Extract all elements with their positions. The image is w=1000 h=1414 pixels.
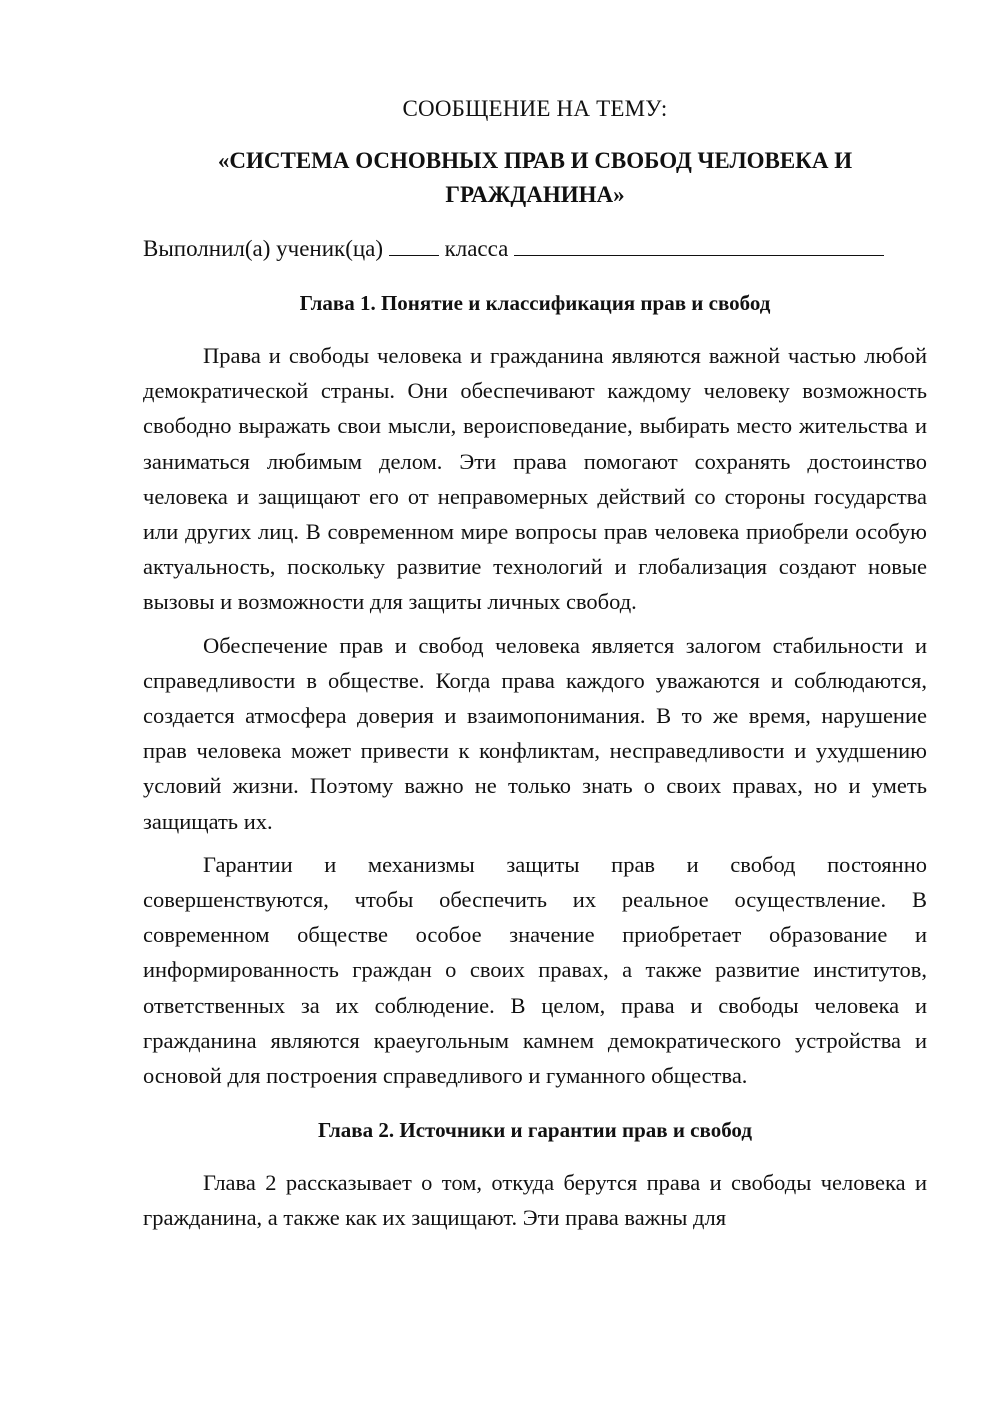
class-blank-line — [389, 233, 439, 256]
name-blank-line — [514, 233, 884, 256]
chapter-2-paragraph: Глава 2 рассказывает о том, откуда берутся права и свободы человека и гражданина, а также как их защищают. Эти права важны для — [143, 1170, 927, 1231]
chapter-1-paragraph: Гарантии и механизмы защиты прав и свобод постоянно совершенствуются, чтобы обеспечить их реальное осуществление. В современном обществе особое значение приобретает образование и информированность граждан о своих правах, а также развитие институтов, ответственных за их соблюдение. В целом, права и свободы человека и гражданина являются краеугольным камнем демократического устройства и основой для построения справедливого и гуманного общества. — [143, 851, 927, 1089]
chapter-1-title: Глава 1. Понятие и классификация прав и свобод — [299, 291, 771, 315]
document-title: «СИСТЕМА ОСНОВНЫХ ПРАВ И СВОБОД ЧЕЛОВЕКА И ГРАЖДАНИНА» — [217, 148, 853, 207]
chapter-1-paragraph: Права и свободы человека и гражданина являются важной частью любой демократической страны. Они обеспечивают каждому человеку возможность свободно выражать свои мысли, вероисповедание, выбирать место жительства и заниматься любимым делом. Эти права помогают сохранять достоинство человека и защищают его от неправомерных действий со стороны государства или других лиц. В современном мире вопросы прав человека приобрели особую актуальность, поскольку развитие технологий и глобализация создают новые вызовы и возможности для защиты личных свобод. — [143, 343, 927, 615]
chapter-1-paragraph: Обеспечение прав и свобод человека является залогом стабильности и справедливости в обществе. Когда права каждого уважаются и соблюдаются, создается атмосфера доверия и взаимопонимания. В то же время, нарушение прав человека может привести к конфликтам, несправедливости и ухудшению условий жизни. Поэтому важно не только знать о своих правах, но и уметь защищать их. — [143, 632, 927, 834]
document-content — [143, 92, 927, 1244]
chapter-2-title: Глава 2. Источники и гарантии прав и свобод — [318, 1118, 752, 1143]
signature-label-class: класса — [444, 236, 509, 261]
signature-label-student: Выполнил(а) ученик(ца) — [143, 236, 384, 261]
signature-line — [143, 232, 927, 266]
document-header: СООБЩЕНИЕ НА ТЕМУ: — [402, 96, 668, 121]
